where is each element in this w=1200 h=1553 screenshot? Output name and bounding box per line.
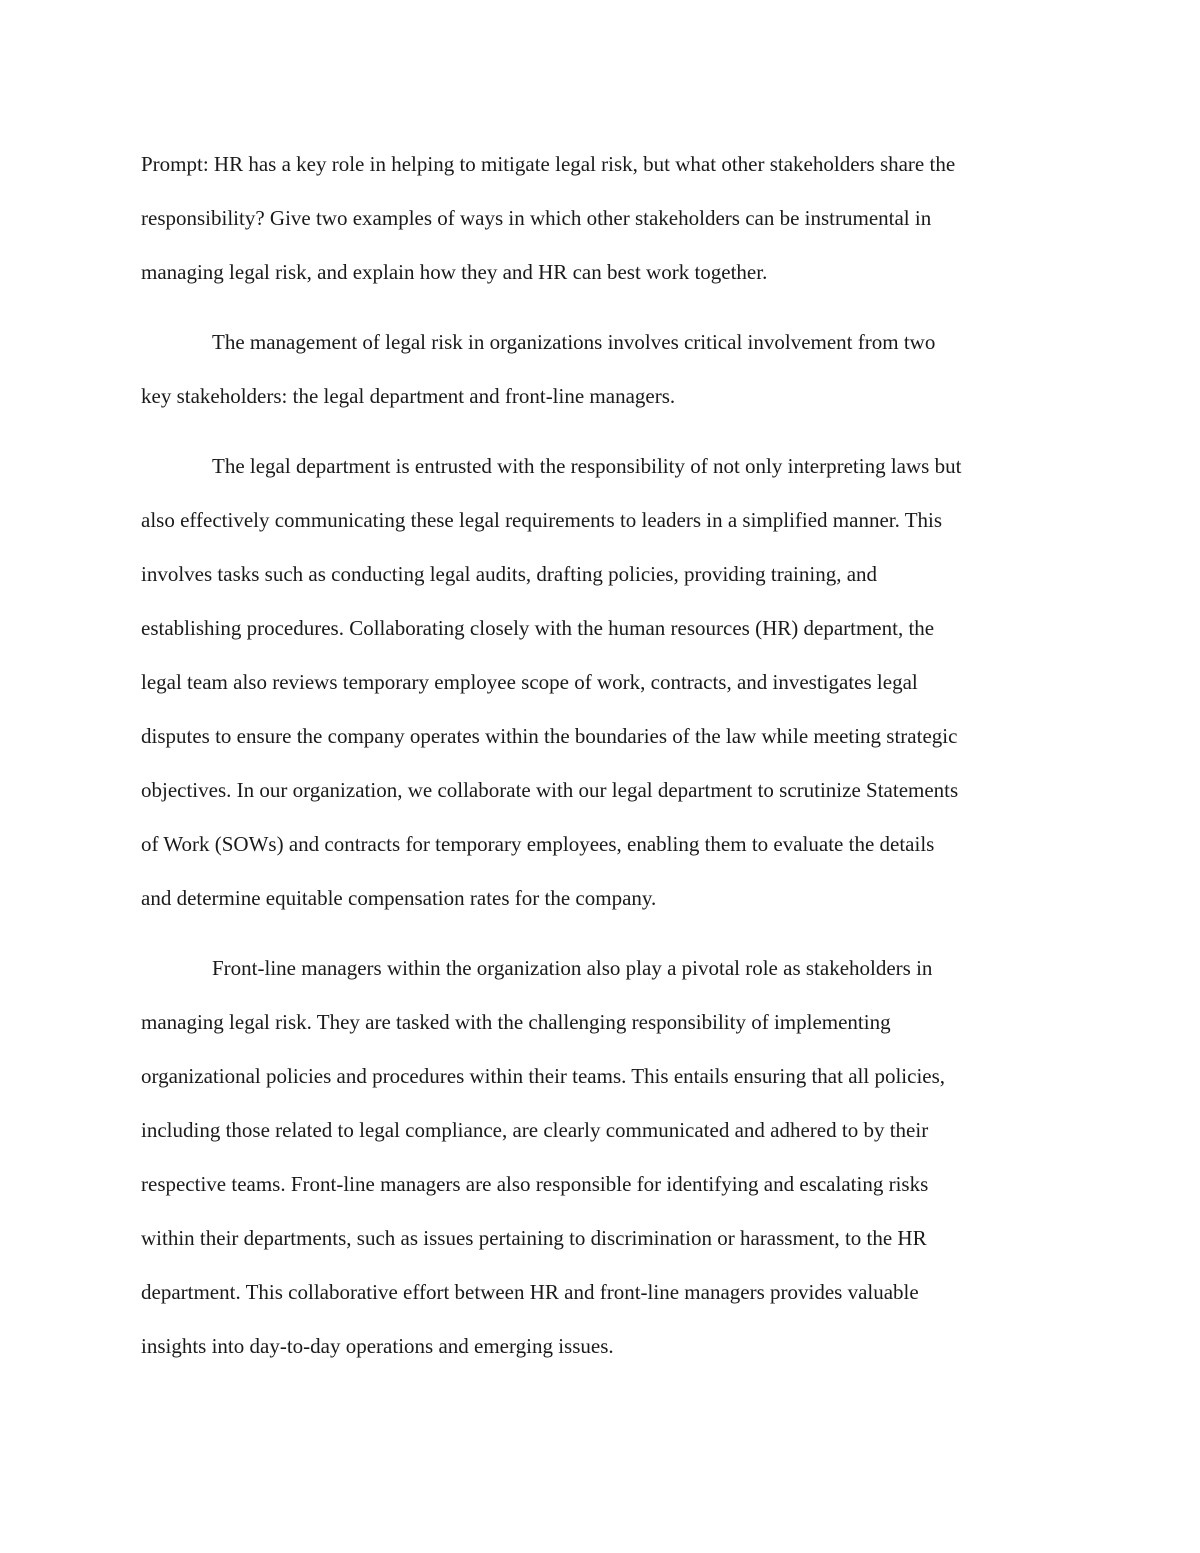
text-line: and determine equitable compensation rates for the company.: [141, 886, 657, 910]
text-line: responsibility? Give two examples of ways in which other stakeholders can be instrumental in: [141, 206, 932, 230]
document-page: [141, 137, 1061, 1373]
text-line: including those related to legal compliance, are clearly communicated and adhered to by their: [141, 1118, 929, 1142]
text-line: respective teams. Front-line managers are also responsible for identifying and escalating risks: [141, 1172, 929, 1196]
front-line-managers-paragraph: [141, 941, 1061, 1373]
text-line: Front-line managers within the organization also play a pivotal role as stakeholders in: [212, 956, 933, 980]
text-line: managing legal risk. They are tasked with the challenging responsibility of implementing: [141, 1010, 891, 1034]
legal-department-paragraph: [141, 439, 1061, 925]
text-line: involves tasks such as conducting legal audits, drafting policies, providing training, and: [141, 562, 878, 586]
text-line: insights into day-to-day operations and emerging issues.: [141, 1334, 614, 1358]
prompt-paragraph: [141, 137, 1061, 299]
intro-paragraph: [141, 315, 1061, 423]
text-line: within their departments, such as issues pertaining to discrimination or harassment, to the HR: [141, 1226, 927, 1250]
text-line: establishing procedures. Collaborating closely with the human resources (HR) department, the: [141, 616, 935, 640]
text-line: Prompt: HR has a key role in helping to mitigate legal risk, but what other stakeholders share the: [141, 152, 956, 176]
text-line: objectives. In our organization, we collaborate with our legal department to scrutinize Statements: [141, 778, 959, 802]
text-line: disputes to ensure the company operates within the boundaries of the law while meeting strategic: [141, 724, 958, 748]
text-line: organizational policies and procedures within their teams. This entails ensuring that all policies,: [141, 1064, 946, 1088]
text-line: The legal department is entrusted with the responsibility of not only interpreting laws but: [212, 454, 962, 478]
text-line: department. This collaborative effort between HR and front-line managers provides valuable: [141, 1280, 919, 1304]
text-line: The management of legal risk in organizations involves critical involvement from two: [212, 330, 936, 354]
text-line: key stakeholders: the legal department and front-line managers.: [141, 384, 676, 408]
text-line: legal team also reviews temporary employee scope of work, contracts, and investigates legal: [141, 670, 918, 694]
text-line: also effectively communicating these legal requirements to leaders in a simplified manner. This: [141, 508, 943, 532]
text-line: managing legal risk, and explain how they and HR can best work together.: [141, 260, 768, 284]
text-line: of Work (SOWs) and contracts for temporary employees, enabling them to evaluate the details: [141, 832, 935, 856]
